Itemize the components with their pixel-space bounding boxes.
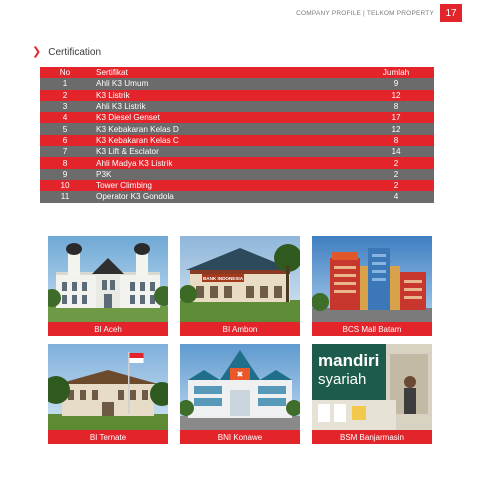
building-photo bbox=[312, 344, 432, 430]
building-photo bbox=[180, 236, 300, 322]
row-count: 8 bbox=[358, 101, 434, 112]
table-row bbox=[40, 135, 434, 146]
row-count: 2 bbox=[358, 169, 434, 180]
column-header-certificate: Sertifikat bbox=[90, 67, 358, 78]
table-row bbox=[40, 157, 434, 168]
bank-sign: syariah bbox=[318, 371, 367, 388]
svg-text:✖: ✖ bbox=[236, 370, 244, 379]
table-row bbox=[40, 146, 434, 157]
row-no: 4 bbox=[40, 112, 90, 123]
row-no: 7 bbox=[40, 146, 90, 157]
building-photo bbox=[312, 236, 432, 322]
row-certificate: Operator K3 Gondola bbox=[90, 191, 358, 202]
chevron-right-icon: ❯ bbox=[32, 46, 42, 58]
table-header-row bbox=[40, 67, 434, 78]
table-row bbox=[40, 90, 434, 101]
page-header bbox=[296, 4, 462, 22]
column-header-no: No bbox=[40, 67, 90, 78]
row-no: 11 bbox=[40, 191, 90, 202]
building-photo bbox=[48, 236, 168, 322]
row-no: 8 bbox=[40, 157, 90, 168]
row-count: 17 bbox=[358, 112, 434, 123]
row-no: 3 bbox=[40, 101, 90, 112]
row-no: 9 bbox=[40, 169, 90, 180]
row-count: 4 bbox=[358, 191, 434, 202]
photo-caption: BI Ambon bbox=[180, 322, 300, 336]
building-photo bbox=[48, 344, 168, 430]
section-title: Certification bbox=[48, 47, 102, 58]
page-number: 17 bbox=[440, 4, 462, 22]
row-no: 6 bbox=[40, 135, 90, 146]
row-certificate: K3 Kebakaran Kelas C bbox=[90, 135, 358, 146]
table-row bbox=[40, 169, 434, 180]
table-row bbox=[40, 123, 434, 134]
bank-sign: BANK INDONESIA bbox=[202, 276, 244, 282]
row-certificate: Tower Climbing bbox=[90, 180, 358, 191]
column-header-count: Jumlah bbox=[358, 67, 434, 78]
row-certificate: Ahli K3 Umum bbox=[90, 78, 358, 89]
row-certificate: K3 Lift & Esclator bbox=[90, 146, 358, 157]
photo-card-bcs-mall-batam bbox=[312, 236, 432, 336]
photo-caption: BI Aceh bbox=[48, 322, 168, 336]
row-certificate: K3 Kebakaran Kelas D bbox=[90, 123, 358, 134]
row-count: 2 bbox=[358, 157, 434, 168]
photo-card-bi-aceh bbox=[48, 236, 168, 336]
photo-caption: BCS Mall Batam bbox=[312, 322, 432, 336]
row-no: 2 bbox=[40, 90, 90, 101]
photo-caption: BI Ternate bbox=[48, 430, 168, 444]
row-certificate: K3 Diesel Genset bbox=[90, 112, 358, 123]
building-photo bbox=[180, 344, 300, 430]
photo-card-bsm-banjarmasin bbox=[312, 344, 432, 444]
row-no: 1 bbox=[40, 78, 90, 89]
row-no: 10 bbox=[40, 180, 90, 191]
photo-card-bi-ternate bbox=[48, 344, 168, 444]
row-count: 14 bbox=[358, 146, 434, 157]
section-heading bbox=[32, 47, 101, 58]
photo-card-bi-ambon bbox=[180, 236, 300, 336]
photo-caption: BNI Konawe bbox=[180, 430, 300, 444]
row-certificate: P3K bbox=[90, 169, 358, 180]
row-certificate: Ahli Madya K3 Listrik bbox=[90, 157, 358, 168]
photo-card-bni-konawe bbox=[180, 344, 300, 444]
table-row bbox=[40, 112, 434, 123]
photo-caption: BSM Banjarmasin bbox=[312, 430, 432, 444]
table-row bbox=[40, 191, 434, 202]
row-certificate: K3 Listrik bbox=[90, 90, 358, 101]
row-no: 5 bbox=[40, 123, 90, 134]
table-row bbox=[40, 101, 434, 112]
table-row bbox=[40, 180, 434, 191]
row-count: 9 bbox=[358, 78, 434, 89]
certification-table bbox=[40, 67, 434, 203]
bank-sign: mandiri bbox=[318, 351, 380, 370]
table-row bbox=[40, 78, 434, 89]
row-count: 12 bbox=[358, 90, 434, 101]
row-count: 12 bbox=[358, 123, 434, 134]
header-text: COMPANY PROFILE | TELKOM PROPERTY bbox=[296, 9, 434, 17]
row-count: 2 bbox=[358, 180, 434, 191]
row-count: 8 bbox=[358, 135, 434, 146]
row-certificate: Ahli K3 Listrik bbox=[90, 101, 358, 112]
